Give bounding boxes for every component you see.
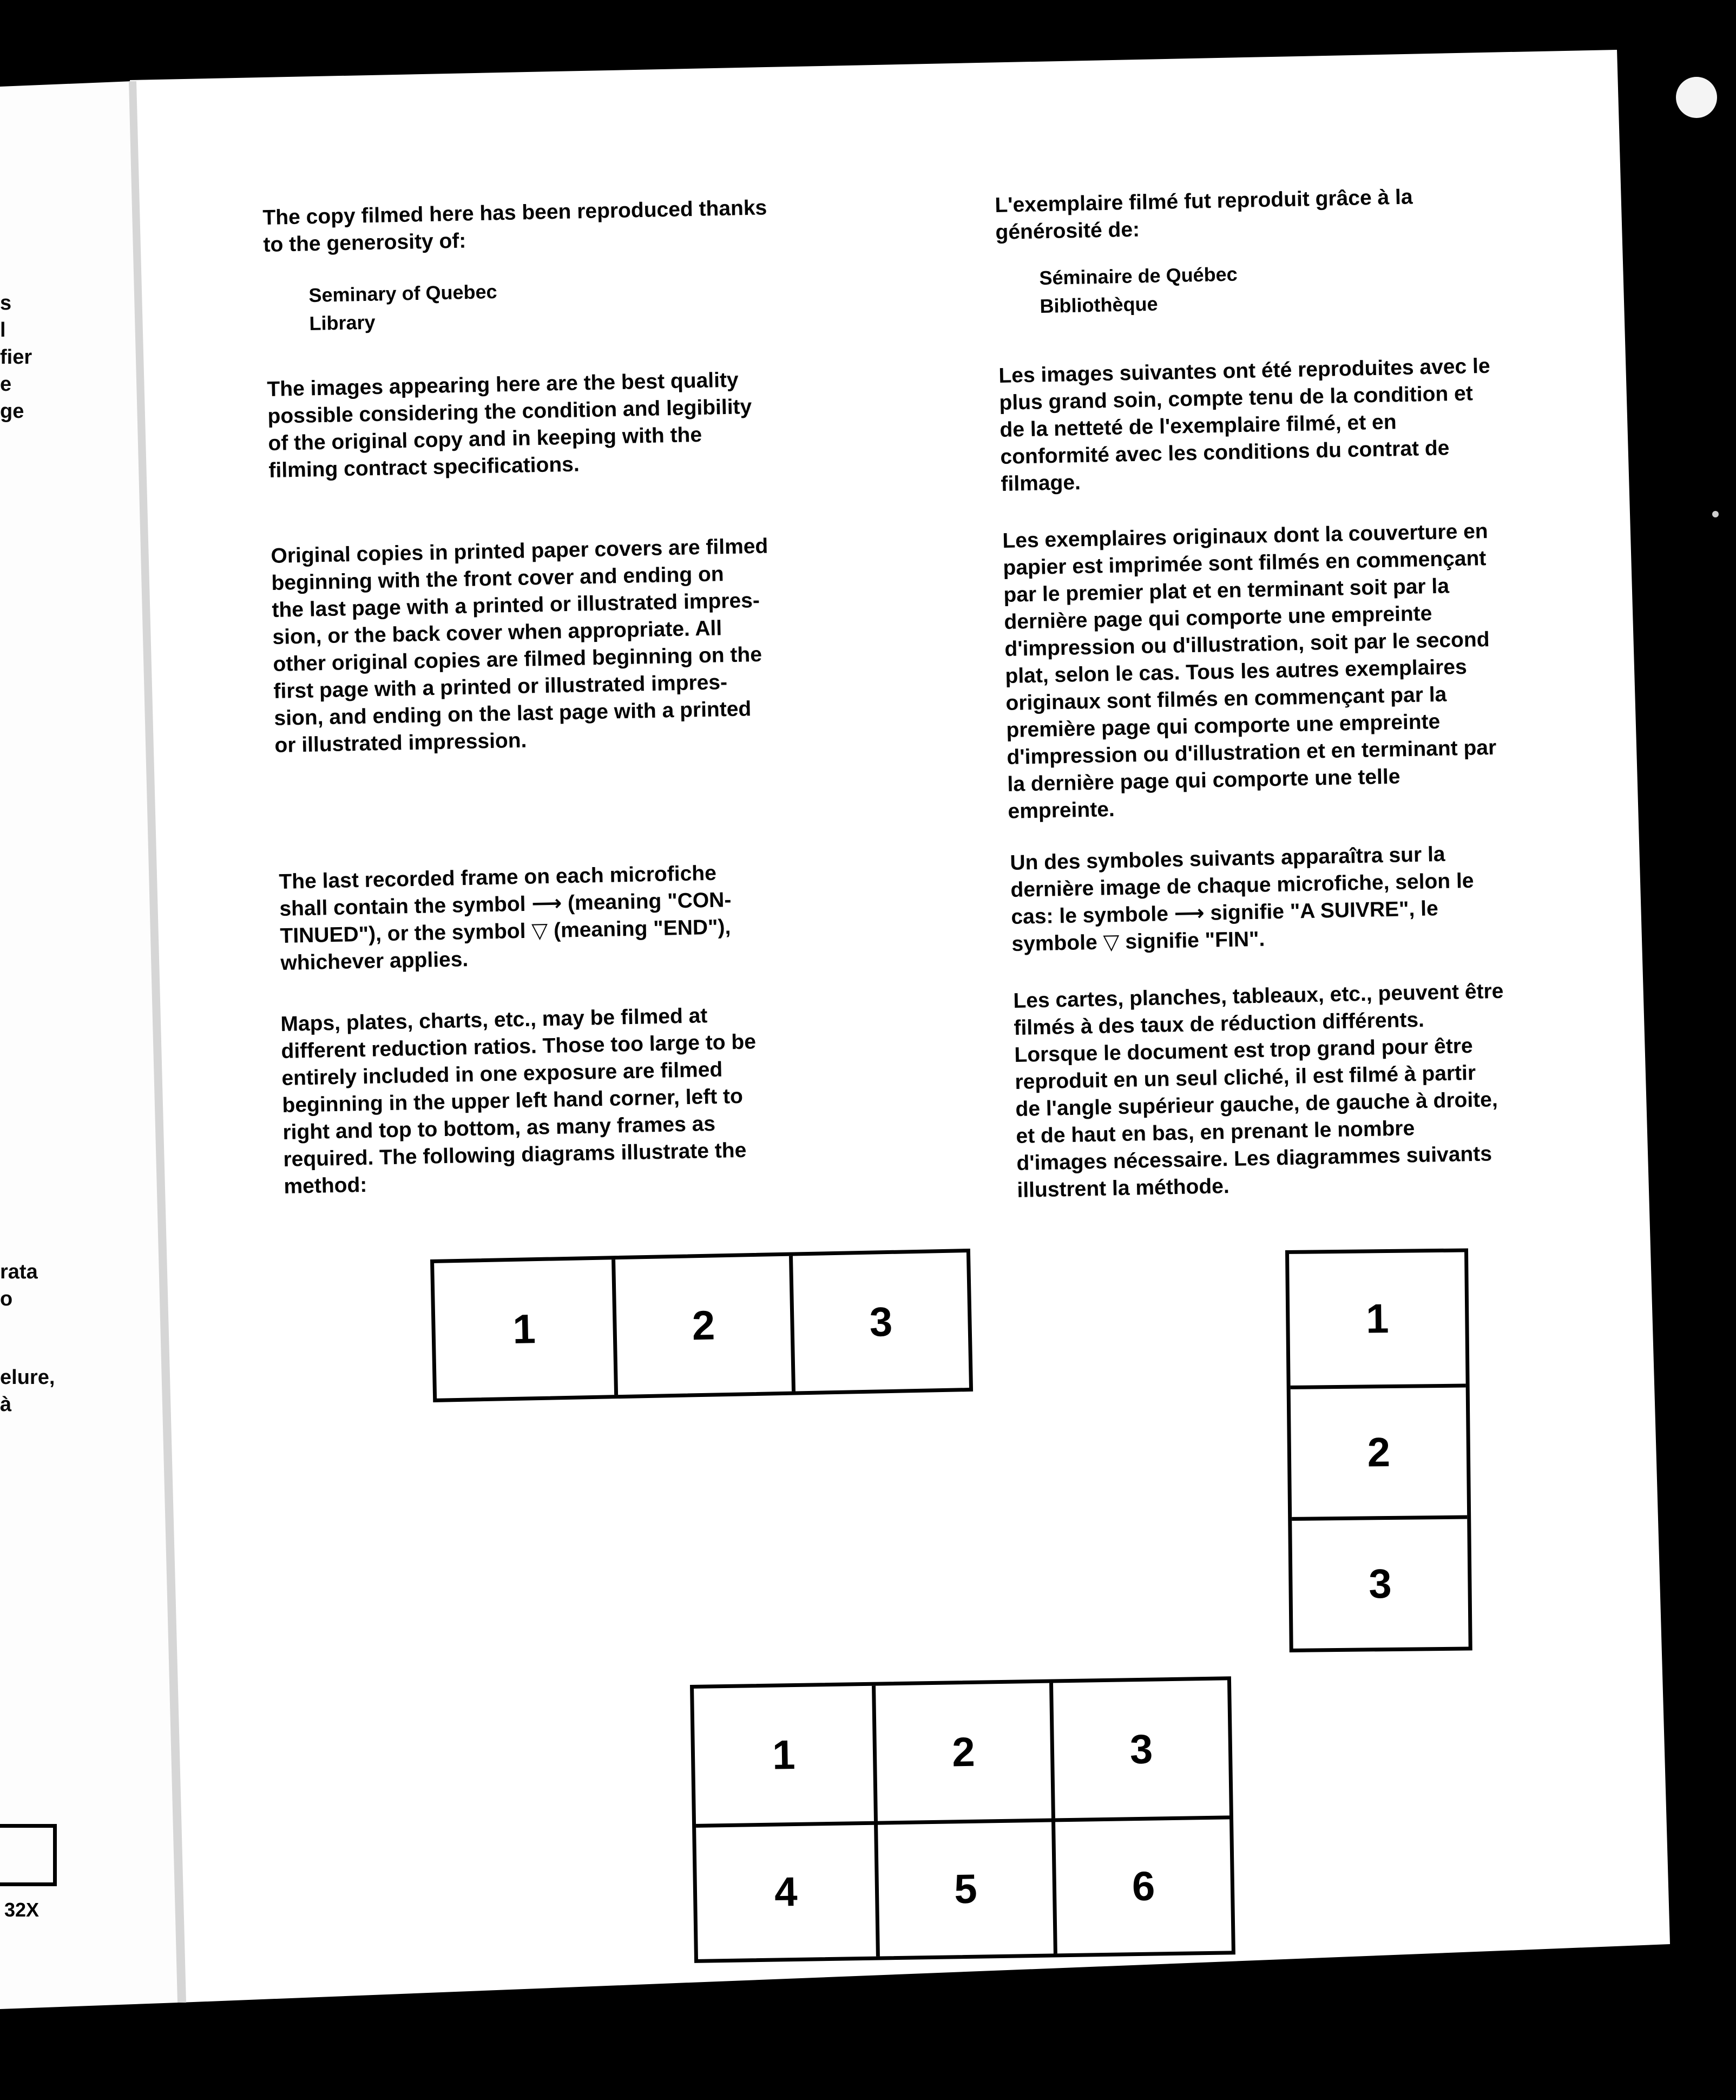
- reduction-ratio-box: [0, 1824, 57, 1886]
- diagram-horizontal-frames: [430, 1249, 973, 1402]
- english-originals-paragraph: Original copies in printed paper covers are filmed beginning with the front cover and ending on the last page with a printed or illustrated impres- sion, or the back cover when appropriate. All other original copies are filmed beginning on the first page with a printed or illustrated impres- sion, and ending on the last page with a printed or illustrated impression.: [271, 534, 768, 757]
- frame-cell: 2: [1291, 1384, 1468, 1517]
- english-institution-name: Seminary of Quebec Library: [308, 280, 497, 334]
- french-maps-paragraph: Les cartes, planches, tableaux, etc., peuvent être filmés à des taux de réduction différents. Lorsque le document est trop grand pour être reproduit en un seul cliché, il est filmé à partir de l'angle supérieur gauche, de gauche à droite, et de haut en bas, en prenant le nombre d'images nécessaire. Les diagrammes suivants illustrent la méthode.: [1013, 979, 1504, 1202]
- frame-cell: 2: [872, 1683, 1052, 1821]
- previous-page-text-fragment: s l fier e ge: [0, 292, 32, 423]
- english-maps-paragraph: Maps, plates, charts, etc., may be filmed at different reduction ratios. Those too large to be entirely included in one exposure are filmed beginning in the upper left hand corner, left to right and top to bottom, as many frames as required. The following diagrams illustrate the method:: [280, 1004, 757, 1198]
- scan-speck: [1712, 511, 1719, 517]
- previous-page-text-fragment: elure, à: [0, 1366, 55, 1416]
- diagram-vertical-frames: [1285, 1248, 1472, 1652]
- reduction-ratio-label: 32X: [4, 1899, 40, 1921]
- french-symbols-paragraph: Un des symboles suivants apparaîtra sur la dernière image de chaque microfiche, selon le cas: le symbole ⟶ signifie "A SUIVRE", le symbole ▽ signifie "FIN".: [1010, 842, 1474, 956]
- english-thanks-paragraph: The copy filmed here has been reproduced thanks to the generosity of:: [262, 196, 767, 257]
- frame-cell: 1: [512, 1305, 536, 1353]
- frame-cell: 3: [789, 1252, 969, 1392]
- french-originals-paragraph: Les exemplaires originaux dont la couverture en papier est imprimée sont filmés en commençant par le premier plat et en terminant soit par la dernière page qui comporte une empreinte d'impression ou d'illustration, soit par le second plat, selon le cas. Tous les autres exemplaires originaux sont filmés en commençant par la première page qui comporte une empreinte d'impression ou d'illustration et en terminant par la dernière page qui comporte une telle empreinte.: [1002, 519, 1497, 823]
- french-institution-name: Séminaire de Québec Bibliothèque: [1039, 262, 1238, 317]
- scan-speck: [1676, 77, 1717, 118]
- french-thanks-paragraph: L'exemplaire filmé fut reproduit grâce à la générosité de:: [995, 185, 1413, 244]
- frame-cell: 3: [1292, 1515, 1469, 1649]
- diagram-grid-frames: [690, 1676, 1235, 1963]
- french-quality-paragraph: Les images suivantes ont été reproduites avec le plus grand soin, compte tenu de la condition et de la netteté de l'exemplaire filmé, et en conformité avec les conditions du contrat de filmage.: [998, 354, 1490, 496]
- english-symbols-paragraph: The last recorded frame on each microfiche shall contain the symbol ⟶ (meaning "CON- TINUED"), or the symbol ▽ (meaning "END"), whichever applies.: [279, 861, 732, 975]
- frame-cell: 1: [772, 1731, 796, 1779]
- english-quality-paragraph: The images appearing here are the best quality possible considering the condition and legibility of the original copy and in keeping with the filming contract specifications.: [267, 368, 752, 482]
- frame-cell: 4: [696, 1821, 876, 1959]
- previous-page-text-fragment: rata o: [0, 1261, 38, 1310]
- frame-cell: 5: [874, 1819, 1054, 1957]
- frame-cell: 6: [1051, 1815, 1232, 1953]
- frame-cell: 2: [611, 1256, 792, 1395]
- frame-cell: 1: [1365, 1296, 1389, 1342]
- frame-cell: 3: [1049, 1680, 1229, 1818]
